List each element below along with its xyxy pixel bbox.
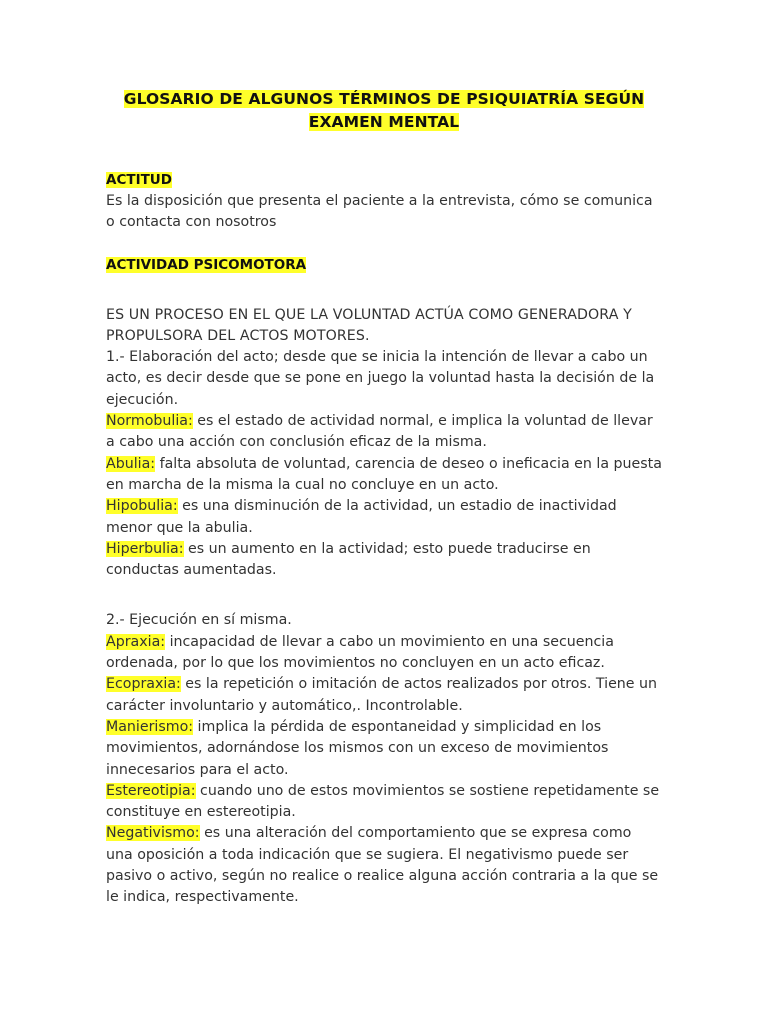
- term-definition: es la repetición o imitación de actos realizados por otros. Tiene un carácter involuntario y automático,. Incontrolable.: [106, 676, 658, 714]
- document-title: [106, 88, 662, 134]
- term-manierismo: [106, 717, 662, 781]
- term-definition: es un aumento en la actividad; esto puede traducirse en conductas aumentadas.: [106, 540, 591, 579]
- part-1-text: 1.- Elaboración del acto; desde que se inicia la intención de llevar a cabo un acto, es decir desde que se pone en juego la voluntad hasta la decisión de la ejecución.: [106, 349, 655, 408]
- term-abulia: [106, 454, 662, 497]
- section-heading-actividad: ACTIVIDAD PSICOMOTORA: [106, 256, 307, 273]
- term-definition: falta absoluta de voluntad, carencia de deseo o ineficacia en la puesta en marcha de la misma la cual no concluye en un acto.: [106, 455, 662, 493]
- section-heading-actitud: ACTITUD: [106, 172, 172, 188]
- term-hiperbulia: [106, 539, 662, 582]
- term-definition: implica la pérdida de espontaneidad y simplicidad en los movimientos, adornándose los mismos con un exceso de movimientos innecesarios para el acto.: [106, 718, 609, 778]
- actividad-intro: ES UN PROCESO EN EL QUE LA VOLUNTAD ACTÚA COMO GENERADORA Y PROPULSORA DEL ACTOS MOTORES.: [106, 306, 632, 344]
- part-2-text: 2.- Ejecución en sí misma.: [106, 612, 292, 629]
- term-label: Estereotipia:: [106, 782, 196, 799]
- term-normobulia: [106, 411, 662, 454]
- term-negativismo: [106, 823, 662, 908]
- term-label: Apraxia:: [106, 633, 166, 650]
- term-estereotipia: [106, 781, 662, 824]
- term-hipobulia: [106, 496, 662, 539]
- document-page: [106, 88, 662, 909]
- term-label: Hipobulia:: [106, 498, 178, 515]
- term-ecopraxia: [106, 674, 662, 717]
- term-label: Negativismo:: [106, 825, 200, 842]
- term-label: Hiperbulia:: [106, 540, 184, 557]
- term-label: Manierismo:: [106, 718, 194, 735]
- term-definition: cuando uno de estos movimientos se sostiene repetidamente se constituye en estereotipia.: [106, 782, 660, 821]
- term-label: Normobulia:: [106, 413, 193, 430]
- title-line-2: EXAMEN MENTAL: [308, 113, 460, 131]
- term-label: Ecopraxia:: [106, 676, 181, 693]
- term-apraxia: [106, 632, 662, 675]
- term-definition: es el estado de actividad normal, e implica la voluntad de llevar a cabo una acción con conclusión eficaz de la misma.: [106, 413, 653, 451]
- term-label: Abulia:: [106, 455, 156, 472]
- term-definition: incapacidad de llevar a cabo un movimiento en una secuencia ordenada, por lo que los movimientos no concluyen en un acto eficaz.: [106, 633, 614, 672]
- actitud-text: Es la disposición que presenta el paciente a la entrevista, cómo se comunica o contacta con nosotros: [106, 193, 653, 231]
- term-definition: es una disminución de la actividad, un estadio de inactividad menor que la abulia.: [106, 498, 617, 536]
- title-line-1: GLOSARIO DE ALGUNOS TÉRMINOS DE PSIQUIATRÍA SEGÚN: [123, 90, 645, 108]
- term-definition: es una alteración del comportamiento que se expresa como una oposición a toda indicación que se sugiera. El negativismo puede ser pasivo o activo, según no realice o realice alguna acción contraria a la que se le indica, respectivamente.: [106, 825, 659, 906]
